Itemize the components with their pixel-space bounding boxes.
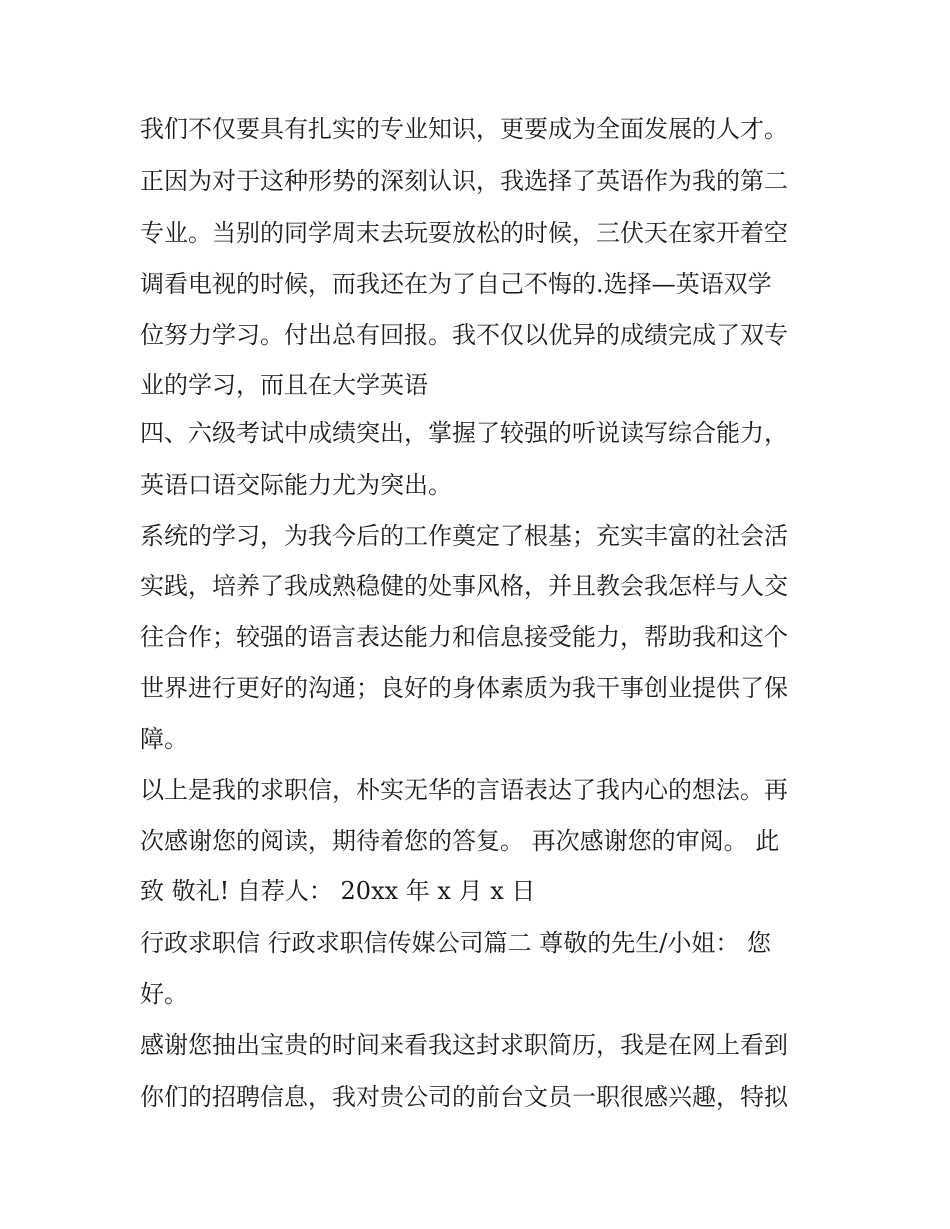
text-line: 英语口语交际能力尤为突出。 <box>140 471 452 499</box>
text-line: 系统的学习，为我今后的工作奠定了根基；充实丰富的社会活 <box>140 522 788 550</box>
text-line: 障。 <box>140 725 188 753</box>
text-line: 好。 <box>140 980 188 1008</box>
text-line: 正因为对于这种形势的深刻认识，我选择了英语作为我的第二 <box>140 167 788 195</box>
text-line: 次感谢您的阅读，期待着您的答复。 再次感谢您的审阅。 此 <box>140 827 780 855</box>
text-line: 世界进行更好的沟通；良好的身体素质为我干事创业提供了保 <box>140 674 788 702</box>
text-line: 感谢您抽出宝贵的时间来看我这封求职简历，我是在网上看到 <box>140 1031 788 1059</box>
text-line: 位努力学习。付出总有回报。我不仅以优异的成绩完成了双专 <box>140 321 788 349</box>
text-line: 四、六级考试中成绩突出，掌握了较强的听说读写综合能力， <box>140 419 788 447</box>
text-line: 你们的招聘信息，我对贵公司的前台文员一职很感兴趣，特拟 <box>140 1083 788 1111</box>
text-line: 专业。当别的同学周末去玩耍放松的时候，三伏天在家开着空 <box>140 219 788 247</box>
text-line: 业的学习，而且在大学英语 <box>140 371 428 399</box>
text-line: 以上是我的求职信，朴实无华的言语表达了我内心的想法。再 <box>140 776 788 804</box>
text-line: 致 敬礼! 自荐人： 20xx 年 x 月 x 日 <box>140 877 536 905</box>
text-line: 往合作；较强的语言表达能力和信息接受能力，帮助我和这个 <box>140 623 788 651</box>
text-line: 调看电视的时候，而我还在为了自己不悔的.选择—英语双学 <box>140 270 772 298</box>
text-line: 行政求职信 行政求职信传媒公司篇二 尊敬的先生/小姐： 您 <box>140 929 771 957</box>
text-line: 实践，培养了我成熟稳健的处事风格，并且教会我怎样与人交 <box>140 572 788 600</box>
text-line: 我们不仅要具有扎实的专业知识，更要成为全面发展的人才。 <box>140 115 788 143</box>
